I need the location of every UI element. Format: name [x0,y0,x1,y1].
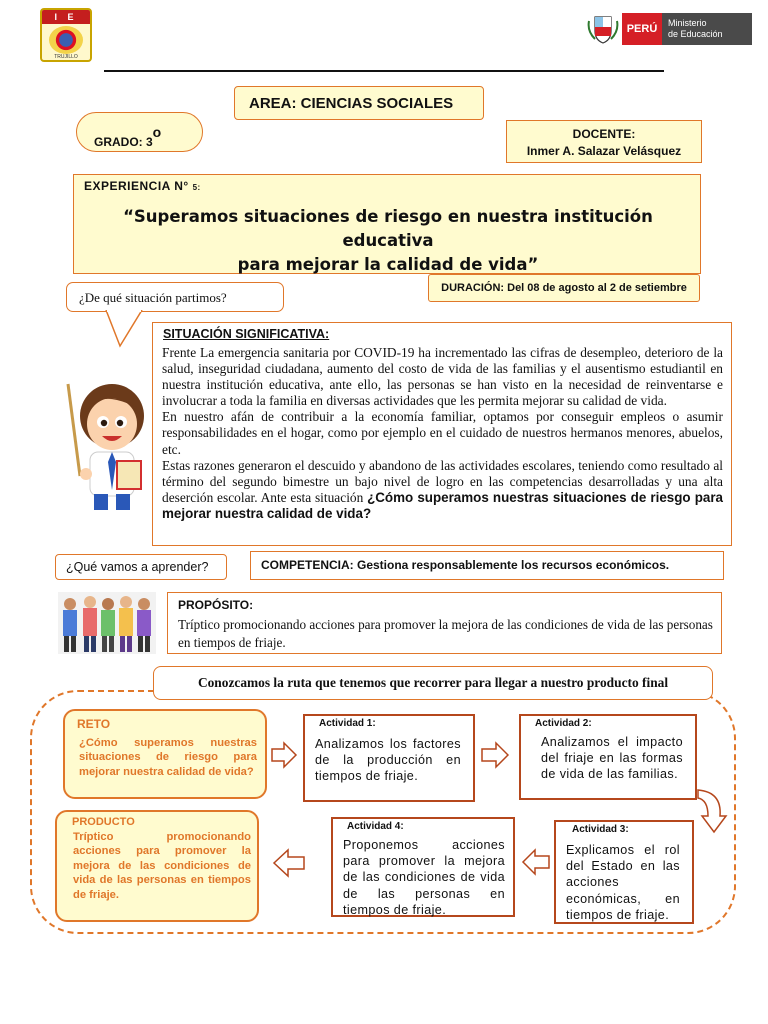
arrow-curved-down-icon [692,786,730,836]
experiencia-title [88,205,688,277]
arrow-right-icon [270,741,298,769]
actividad-2-box [519,714,697,800]
actividad-1-box [303,714,475,802]
actividad-1-title: Actividad 1: [319,718,376,729]
learn-box: ¿Qué vamos a aprender? [55,554,227,580]
actividad-3-box [554,820,694,924]
reto-text: ¿Cómo superamos nuestras situaciones de riesgo para mejorar nuestra calidad de vida? [79,737,257,778]
experiencia-number: 5: [192,183,201,192]
situacion-p3 [162,458,723,522]
producto-text: Tríptico promocionando acciones para promover la mejora de las condiciones de vida de las personas en tiempos de friaje. [73,831,251,901]
docente-box [506,120,702,163]
arrow-right-icon [480,741,510,769]
experiencia-label-text: EXPERIENCIA N° [84,179,189,193]
minedu-ministry [662,13,752,45]
situacion-title: SITUACIÓN SIGNIFICATIVA: [163,327,330,341]
minedu-ministry-line1: Ministerio [668,18,707,28]
minedu-ministry-line2: de Educación [668,29,723,39]
arrow-left-icon [521,848,551,876]
situacion-p3-text: Estas razones generaron el descuido y abandono de las actividades escolares, teniendo como resultado al término del segundo bimestre un bajo nivel de logro en las competencias desarrolladas y una alta deserción escolar. Ante esta situación [162,457,723,505]
producto-title: PRODUCTO [72,816,135,828]
docente-label: DOCENTE: [572,127,636,141]
actividad-4-title: Actividad 4: [347,821,404,832]
school-logo-initials: I E [42,10,90,24]
school-emblem-icon [49,26,83,54]
area-box: AREA: CIENCIAS SOCIALES [234,86,484,120]
situacion-p1: Frente La emergencia sanitaria por COVID-19 ha incrementado las cifras de desempleo, deterioro de la salud, inseguridad ciudadana, aumento del costo de vida de las familias y el ausentismo estudiantil en nuestra institución educativa, ante ello, las personas se han visto en la necesidad de reinventarse e involucrar a toda la familia en diversas actividades que les permita mejorar su calidad de vida. [162,345,723,409]
arrow-left-icon [272,848,306,878]
actividad-4-box [331,817,515,917]
experiencia-label [84,179,201,193]
proposito-title: PROPÓSITO: [178,598,254,612]
school-logo [40,8,92,62]
header-divider [104,70,664,72]
duracion-box: DURACIÓN: Del 08 de agosto al 2 de setiembre [428,274,700,302]
reto-title: RETO [77,717,111,731]
speech-bubble-tail [100,310,160,350]
experiencia-box [73,174,701,274]
situacion-text [162,345,723,522]
actividad-2-title: Actividad 2: [535,718,592,729]
route-title: Conozcamos la ruta que tenemos que recorrer para llegar a nuestro producto final [153,666,713,700]
students-group-image [58,592,156,654]
teacher-illustration [58,378,154,512]
situacion-p2: En nuestro afán de contribuir a la economía familiar, optamos por conseguir empleos o asumir responsabilidades en el hogar, como por ejemplo en el cuidado de nuestros hermanos menores, abuelos, etc. [162,409,723,457]
peru-coat-of-arms-icon [586,13,620,45]
minedu-logo [586,13,752,45]
experiencia-title-line2: para mejorar la calidad de vida” [237,255,539,274]
experiencia-title-line1: “Superamos situaciones de riesgo en nuestra institución educativa [123,207,653,250]
situacion-box [152,322,732,546]
grado-box [76,112,203,152]
proposito-box [167,592,722,654]
grado-label: GRADO: 3 [94,135,153,149]
actividad-3-text: Explicamos el rol del Estado en las acciones económicas, en tiempos de friaje. [566,843,680,922]
actividad-3-title: Actividad 3: [572,824,629,835]
competencia-box: COMPETENCIA: Gestiona responsablemente los recursos económicos. [250,551,724,580]
reto-box [63,709,267,799]
proposito-text: Tríptico promocionando acciones para promover la mejora de las condiciones de vida de las personas en tiempos de friaje. [178,617,713,650]
minedu-country: PERÚ [622,13,662,45]
school-logo-city: TRUJILLO [54,54,78,60]
actividad-1-text: Analizamos los factores de la producción en tiempos de friaje. [315,737,461,784]
grado-sup: o [152,124,162,140]
docente-name: Inmer A. Salazar Velásquez [526,144,682,158]
actividad-4-text: Proponemos acciones para promover la mejora de las condiciones de vida de las personas en tiempos de friaje. [343,838,505,917]
speech-bubble: ¿De qué situación partimos? [66,282,284,312]
actividad-2-text: Analizamos el impacto del friaje en las formas de vida de las familias. [541,735,683,782]
situacion-question: ¿Cómo superamos nuestras situaciones de riesgo para mejorar nuestra calidad de vida? [162,489,723,521]
producto-box [55,810,259,922]
